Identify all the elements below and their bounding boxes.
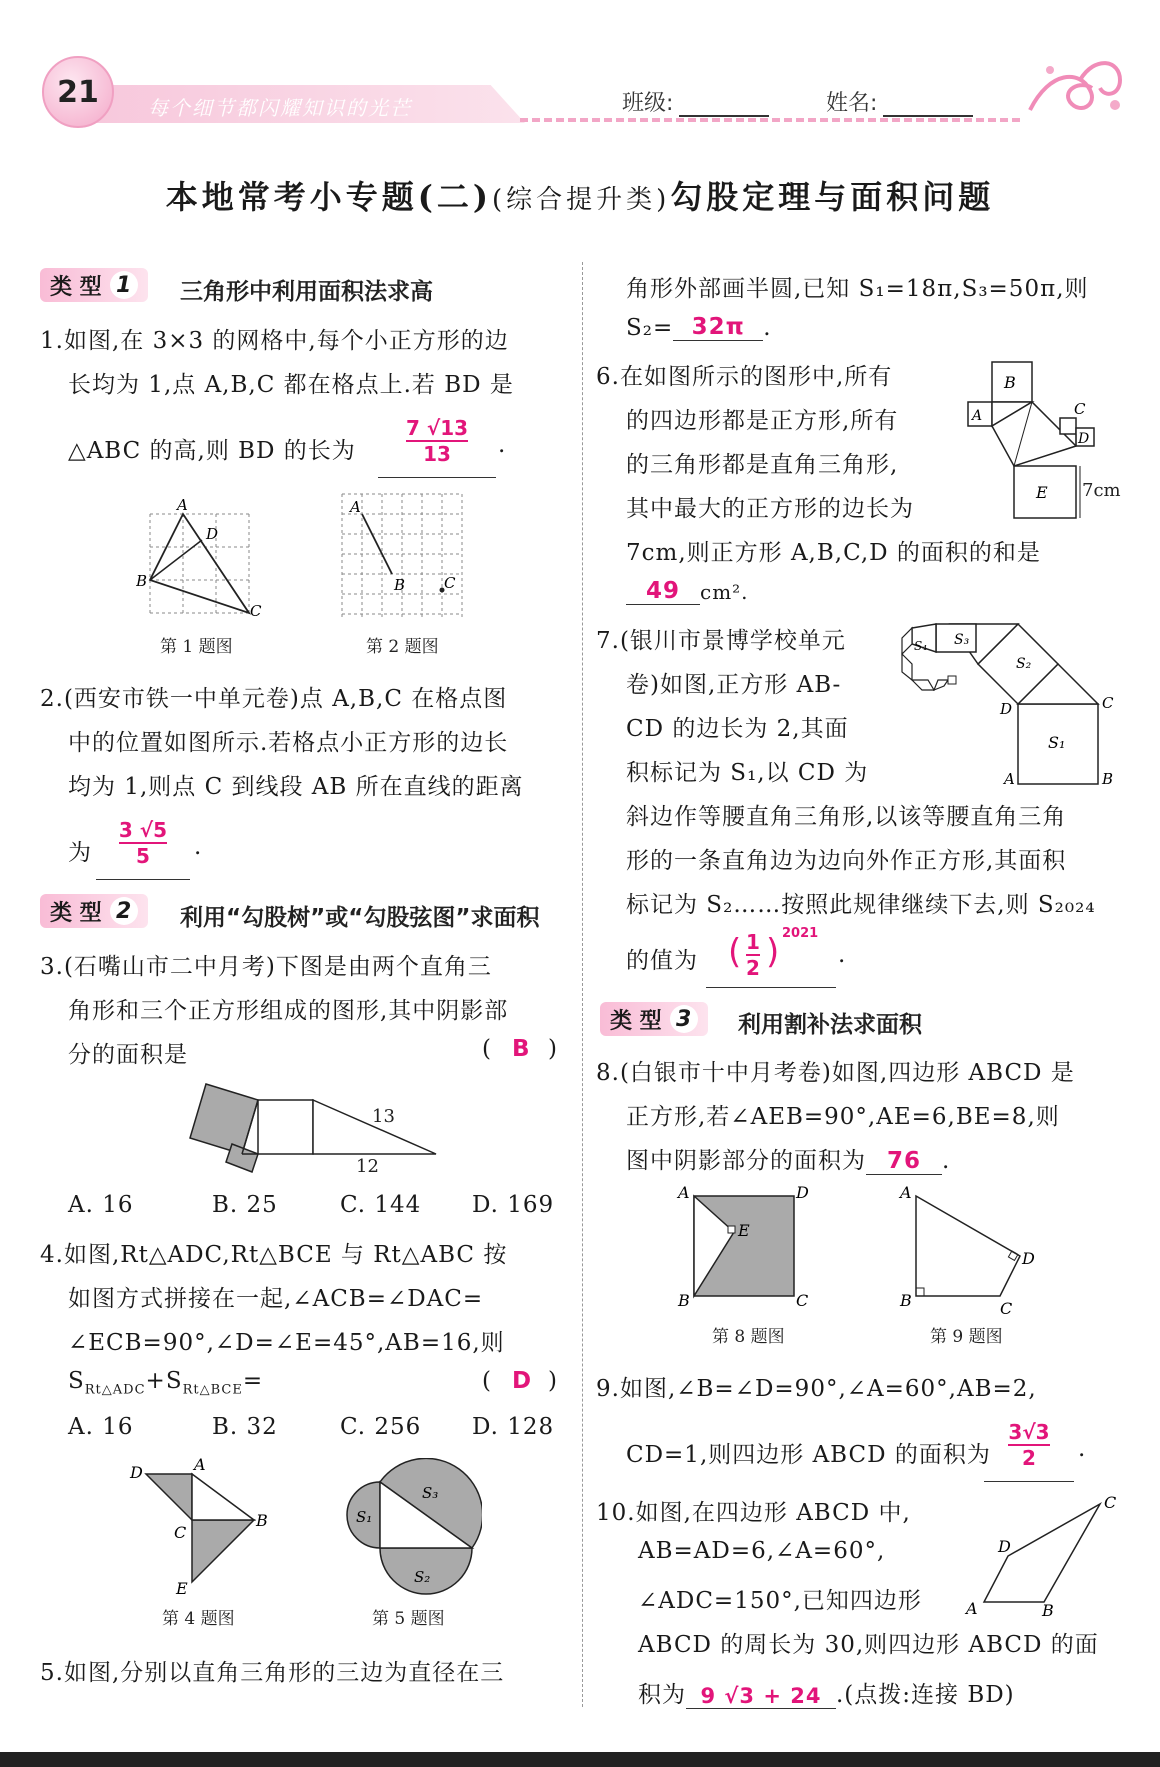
svg-text:E: E <box>1036 483 1048 502</box>
name-blank[interactable] <box>883 115 973 117</box>
q10-line-1: 10.如图,在四边形 ABCD 中, <box>596 1500 911 1526</box>
figure-3-label-12: 12 <box>356 1156 379 1177</box>
q1-line-1: 1.如图,在 3×3 的网格中,每个小正方形的边 <box>40 328 509 354</box>
q4-option-b[interactable]: B. 32 <box>212 1414 278 1440</box>
svg-text:B: B <box>900 1291 912 1310</box>
figure-7-spiral-squares <box>898 620 1120 786</box>
type-tag-3: 类 型 3 <box>600 1002 708 1036</box>
svg-text:C: C <box>796 1291 809 1310</box>
q3-paren-close: ) <box>548 1036 558 1062</box>
svg-text:D: D <box>1022 1249 1035 1268</box>
q4-paren-open: ( <box>482 1368 492 1394</box>
q3-option-b[interactable]: B. 25 <box>212 1192 278 1218</box>
q8-line-3: 图中阴影部分的面积为 76 . <box>626 1148 951 1174</box>
svg-text:S₁: S₁ <box>356 1508 373 1526</box>
q7-line-4: 积标记为 S₁,以 CD 为 <box>626 760 869 786</box>
q4-answer[interactable]: D <box>512 1368 533 1394</box>
figure-9-caption: 第 9 题图 <box>930 1327 1003 1347</box>
page-bottom-bar <box>0 1752 1160 1767</box>
svg-text:A: A <box>1004 770 1015 786</box>
q7-line-7: 标记为 S₂……按照此规律继续下去,则 S₂₀₂₄ <box>626 892 1096 918</box>
q8-answer[interactable]: 76 <box>866 1148 942 1175</box>
q9-line-1: 9.如图,∠B=∠D=90°,∠A=60°,AB=2, <box>596 1376 1037 1402</box>
name-label: 姓名: <box>826 91 878 116</box>
svg-text:A: A <box>966 1599 978 1618</box>
header-dash-line <box>520 118 1020 122</box>
q2-answer-blank[interactable] <box>96 818 190 880</box>
q4-line-4: $S_{Rt\triangle ADC}+S_{Rt\triangle BCE}=$ <box>68 1368 264 1398</box>
q2-line-1: 2.(西安市铁一中单元卷)点 A,B,C 在格点图 <box>40 686 508 712</box>
q4-option-c[interactable]: C. 256 <box>340 1414 422 1440</box>
q7-line-3: CD 的边长为 2,其面 <box>626 716 849 742</box>
q9-period: . <box>1078 1436 1087 1462</box>
q3-line-3: 分的面积是 <box>68 1042 188 1068</box>
q4-line-2: 如图方式拼接在一起,∠ACB=∠DAC= <box>68 1286 484 1312</box>
q6-line-2: 的四边形都是正方形,所有 <box>626 408 899 434</box>
q7-period: . <box>838 942 847 968</box>
figure-8-caption: 第 8 题图 <box>712 1327 785 1347</box>
q2-line-2: 中的位置如图所示.若格点小正方形的边长 <box>68 730 509 756</box>
svg-text:C: C <box>174 1523 187 1542</box>
flourish-ornament-icon <box>1020 50 1130 125</box>
column-divider <box>582 262 583 1707</box>
q7-answer-exponent: 2021 <box>782 926 819 941</box>
q4-line-3: ∠ECB=90°,∠D=∠E=45°,AB=16,则 <box>68 1330 505 1356</box>
svg-text:C: C <box>250 602 262 616</box>
type-tag-2: 类 型 2 <box>40 894 148 928</box>
svg-text:D: D <box>1078 431 1090 447</box>
page-number: 21 <box>42 56 114 128</box>
svg-text:S₂: S₂ <box>1016 656 1032 672</box>
class-blank[interactable] <box>679 115 769 117</box>
q2-period: . <box>194 834 203 860</box>
svg-text:C: C <box>1102 694 1114 712</box>
figure-2-grid-points <box>338 490 473 620</box>
svg-text:B: B <box>136 572 148 590</box>
q6-line-3: 的三角形都是直角三角形, <box>626 452 899 478</box>
q6-line-4: 其中最大的正方形的边长为 <box>626 496 914 522</box>
q3-line-2: 角形和三个正方形组成的图形,其中阴影部 <box>68 998 509 1024</box>
q3-option-d[interactable]: D. 169 <box>472 1192 555 1218</box>
figure-5-semicircles <box>342 1458 482 1598</box>
q5-line-3: S₂= 32π . <box>626 314 772 341</box>
q7-answer-blank[interactable]: ( 1 2 ) 2021 <box>706 926 836 988</box>
q7-line-6: 形的一条直角边为边向外作正方形,其面积 <box>626 848 1067 874</box>
svg-text:D: D <box>130 1463 143 1482</box>
q6-line-6: 49 cm². <box>626 578 749 605</box>
figure-10-quadrilateral <box>960 1490 1130 1620</box>
svg-text:A: A <box>972 408 983 424</box>
name-field <box>826 86 973 117</box>
figure-3-label-13: 13 <box>372 1106 395 1127</box>
q2-line-4: 为 <box>68 840 92 866</box>
svg-text:D: D <box>1000 700 1013 718</box>
q1-answer-denominator: 13 <box>423 442 451 466</box>
q7-line-8: 的值为 <box>626 948 698 974</box>
svg-text:B: B <box>1102 770 1114 786</box>
q8-line-1: 8.(白银市十中月考卷)如图,四边形 ABCD 是 <box>596 1060 1075 1086</box>
q4-paren-close: ) <box>548 1368 558 1394</box>
q1-line-2: 长均为 1,点 A,B,C 都在格点上.若 BD 是 <box>68 372 514 398</box>
svg-text:B: B <box>678 1291 690 1310</box>
svg-text:S₁: S₁ <box>1048 733 1066 752</box>
q7-line-1: 7.(银川市景博学校单元 <box>596 628 846 654</box>
type-title-2: 利用“勾股树”或“勾股弦图”求面积 <box>180 905 540 931</box>
q3-option-a[interactable]: A. 16 <box>68 1192 134 1218</box>
svg-text:B: B <box>394 576 406 594</box>
figure-4-triangles <box>126 1456 286 1596</box>
svg-text:C: C <box>444 574 456 592</box>
q10-line-4: ABCD 的周长为 30,则四边形 ABCD 的面 <box>638 1632 1099 1658</box>
q6-answer[interactable]: 49 <box>626 578 700 605</box>
figure-1-caption: 第 1 题图 <box>160 637 233 657</box>
q1-line-3: △ABC 的高,则 BD 的长为 <box>68 438 356 464</box>
figure-8-shaded-square <box>674 1180 834 1316</box>
q2-line-3: 均为 1,则点 C 到线段 AB 所在直线的距离 <box>68 774 524 800</box>
svg-text:B: B <box>1042 1601 1054 1620</box>
q4-option-a[interactable]: A. 16 <box>68 1414 134 1440</box>
svg-text:C: C <box>1000 1299 1013 1316</box>
q5-answer[interactable]: 32π <box>673 314 763 341</box>
q10-line-3: ∠ADC=150°,已知四边形 <box>638 1588 922 1614</box>
svg-text:S₄: S₄ <box>914 639 928 653</box>
q4-line-1: 4.如图,Rt△ADC,Rt△BCE 与 Rt△ABC 按 <box>40 1242 508 1268</box>
class-label: 班级: <box>622 91 674 116</box>
q10-line-2: AB=AD=6,∠A=60°, <box>638 1538 886 1564</box>
q9-answer-numerator: 3√3 <box>1008 1420 1050 1444</box>
q3-paren-open: ( <box>482 1036 492 1062</box>
figure-5-caption: 第 5 题图 <box>372 1609 445 1629</box>
q10-answer[interactable]: 9 √3 + 24 <box>686 1684 836 1709</box>
q6-line-5: 7cm,则正方形 A,B,C,D 的面积的和是 <box>626 540 1041 566</box>
q2-answer-denominator: 5 <box>136 844 150 868</box>
q3-answer[interactable]: B <box>512 1036 531 1062</box>
svg-text:D: D <box>796 1183 809 1202</box>
q1-answer-numerator: 7 √13 <box>405 416 469 440</box>
q7-answer-denominator: 2 <box>746 956 760 980</box>
figure-1-grid-triangle <box>136 496 266 616</box>
svg-text:D: D <box>206 525 219 543</box>
q7-line-5: 斜边作等腰直角三角形,以该等腰直角三角 <box>626 804 1067 830</box>
header-motto: 每个细节都闪耀知识的光芒 <box>148 96 412 120</box>
q1-answer-blank[interactable] <box>378 416 496 478</box>
class-field <box>622 86 769 117</box>
q4-option-d[interactable]: D. 128 <box>472 1414 555 1440</box>
svg-text:S₃: S₃ <box>954 632 970 648</box>
q10-line-5: 积为 9 √3 + 24 .(点拨:连接 BD) <box>638 1682 1015 1708</box>
svg-text:B: B <box>256 1511 268 1530</box>
svg-text:S₃: S₃ <box>422 1484 439 1502</box>
figure-4-caption: 第 4 题图 <box>162 1609 235 1629</box>
svg-text:B: B <box>1004 373 1016 392</box>
q5-line-2: 角形外部画半圆,已知 S₁=18π,S₃=50π,则 <box>626 276 1089 302</box>
svg-text:A: A <box>350 498 361 516</box>
svg-text:C: C <box>1104 1493 1117 1512</box>
svg-text:E: E <box>738 1221 750 1240</box>
q3-line-1: 3.(石嘴山市二中月考)下图是由两个直角三 <box>40 954 492 980</box>
figure-3-squares-triangles <box>186 1074 446 1174</box>
q2-answer-numerator: 3 √5 <box>118 818 168 842</box>
svg-text:A: A <box>900 1183 912 1202</box>
q6-line-1: 6.在如图所示的图形中,所有 <box>596 364 893 390</box>
svg-text:D: D <box>998 1537 1011 1556</box>
page-title: 本地常考小专题(二)(综合提升类)勾股定理与面积问题 <box>165 178 995 216</box>
q9-line-2: CD=1,则四边形 ABCD 的面积为 <box>626 1442 991 1468</box>
svg-text:A: A <box>678 1183 690 1202</box>
svg-text:A: A <box>177 496 188 514</box>
q9-answer-denominator: 2 <box>1022 1446 1036 1470</box>
figure-2-caption: 第 2 题图 <box>366 637 439 657</box>
q5-line-1: 5.如图,分别以直角三角形的三边为直径在三 <box>40 1660 505 1686</box>
q7-answer-numerator: 1 <box>746 930 760 954</box>
q9-answer-blank[interactable] <box>984 1420 1074 1482</box>
figure-6-side-length: 7cm <box>1082 480 1121 501</box>
q8-line-2: 正方形,若∠AEB=90°,AE=6,BE=8,则 <box>626 1104 1060 1130</box>
figure-9-quadrilateral <box>896 1180 1056 1316</box>
type-tag-1: 类 型 1 <box>40 268 148 302</box>
q1-period: . <box>498 432 507 458</box>
q3-option-c[interactable]: C. 144 <box>340 1192 422 1218</box>
svg-text:C: C <box>1074 400 1086 418</box>
svg-text:E: E <box>176 1579 188 1596</box>
q7-line-2: 卷)如图,正方形 AB- <box>626 672 842 698</box>
svg-text:S₂: S₂ <box>414 1568 431 1586</box>
type-title-1: 三角形中利用面积法求高 <box>180 279 433 305</box>
svg-text:A: A <box>194 1456 206 1474</box>
type-title-3: 利用割补法求面积 <box>738 1012 922 1038</box>
